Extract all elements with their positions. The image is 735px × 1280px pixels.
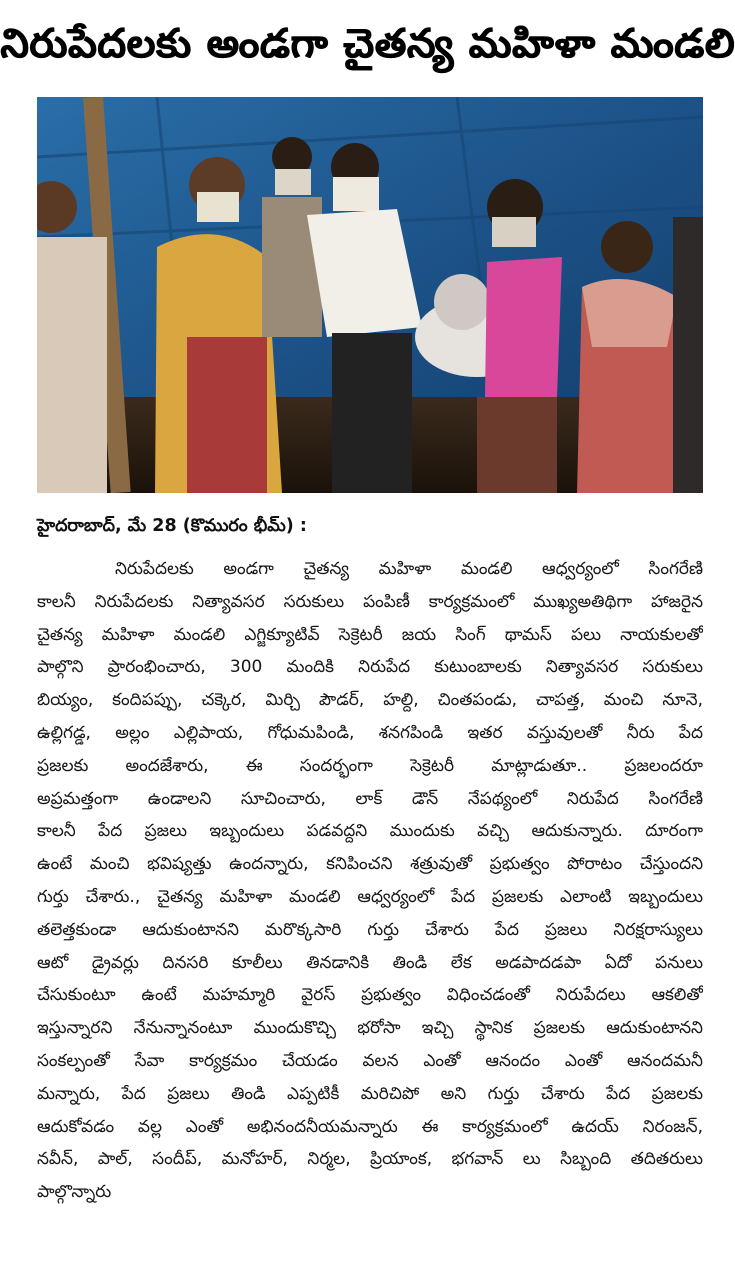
article-line: ఆదుకోవడం వల్ల ఎంతో అభినందనీయమన్నారు ఈ కార్యక్రమంలో ఉదయ్ నిరంజన్, [37,1116,703,1137]
article-line: అప్రమత్తంగా ఉండాలని సూచించారు, లాక్ డౌన్ నేపథ్యంలో నిరుపేద సింగరేణి [37,788,703,809]
article-line: బియ్యం, కందిపప్పు, చక్కెర, మిర్చి పౌడర్, హల్ది, చింతపండు, చాపత్త, మంచి నూనె, [37,690,703,711]
article-line: గుర్తు చేశారు., చైతన్య మహిళా మండలి ఆధ్వర్యంలో పేద ప్రజలకు ఎలాంటి ఇబ్బందులు [37,886,703,907]
news-photo [37,97,703,493]
article-line: నిరుపేదలకు అండగా చైతన్య మహిళా మండలి ఆధ్వర్యంలో సింగరేణి [115,559,703,579]
headline: నిరుపేదలకు అండగా చైతన్య మహిళా మండలి [0,21,735,67]
article-line: చైతన్య మహిళా మండలి ఎగ్జిక్యూటివ్ సెక్రెటరీ జయ సింగ్ థామస్ పలు నాయకులతో [37,624,703,645]
article-line: చేసుకుంటూ ఉంటే మహమ్మారి వైరస్ ప్రభుత్వం విధించడంతో నిరుపేదలు ఆకలితో [37,985,703,1006]
article-line: కాలనీ పేద ప్రజలు ఇబ్బందులు పడవద్దని ముందుకు వచ్చి ఆదుకున్నారు. దూరంగా [37,821,703,842]
article-line: తలెత్తకుండా ఆదుకుంటానని మరొక్కసారి గుర్తు చేశారు పేద ప్రజలు నిరక్షరాస్యులు [37,919,703,940]
article-line: ప్రజలకు అందజేశారు, ఈ సందర్భంగా సెక్రెటరీ మాట్లాడుతూ.. ప్రజలందరూ [37,755,703,776]
article-line: కాలనీ నిరుపేదలకు నిత్యావసర సరుకులు పంపిణీ కార్యక్రమంలో ముఖ్యఅతిథిగా హాజరైన [37,591,703,612]
article-line: ఆటో డ్రైవర్లు దినసరి కూలీలు తినడానికి తిండి లేక అడపాదడపా ఏదో పనులు [37,952,703,973]
article-line: పాల్గొని ప్రారంభించారు, 300 మందికి నిరుపేద కుటుంబాలకు నిత్యావసర సరుకులు [37,657,703,678]
photo-illustration [37,97,703,493]
article-line: ఉంటే మంచి భవిష్యత్తు ఉందన్నారు, కనిపించని శత్రువుతో ప్రభుత్వం పోరాటం చేస్తుందని [37,854,703,875]
article-line: మన్నారు, పేద ప్రజలు తిండి ఎప్పటికీ మరిచిపో అని గుర్తు చేశారు పేద ప్రజలకు [37,1083,703,1104]
article-line: ఉల్లిగడ్డ, అల్లం ఎల్లిపాయ, గోధుమపిండి, శనగపిండి ఇతర వస్తువులతో నీరు పేద [37,722,703,743]
article-body [37,553,703,1209]
article-line: సంకల్పంతో సేవా కార్యక్రమం చేయడం వలన ఎంతో ఆనందం ఎంతో ఆనందమనీ [37,1050,703,1071]
article-line: నవీన్, పాల్, సందీప్, మనోహర్, నిర్మల, ప్రియాంక, భగవాన్ లు సిబ్బంది తదితరులు [37,1149,703,1170]
article-line: ఇస్తున్నారని నేనున్నానంటూ ముందుకొచ్చి భరోసా ఇచ్చి స్థానిక ప్రజలకు ఆదుకుంటానని [37,1018,703,1039]
article-line: పాల్గొన్నారు [37,1182,112,1203]
dateline: హైదరాబాద్, మే 28 (కొమురం భీమ్) : [37,516,307,536]
